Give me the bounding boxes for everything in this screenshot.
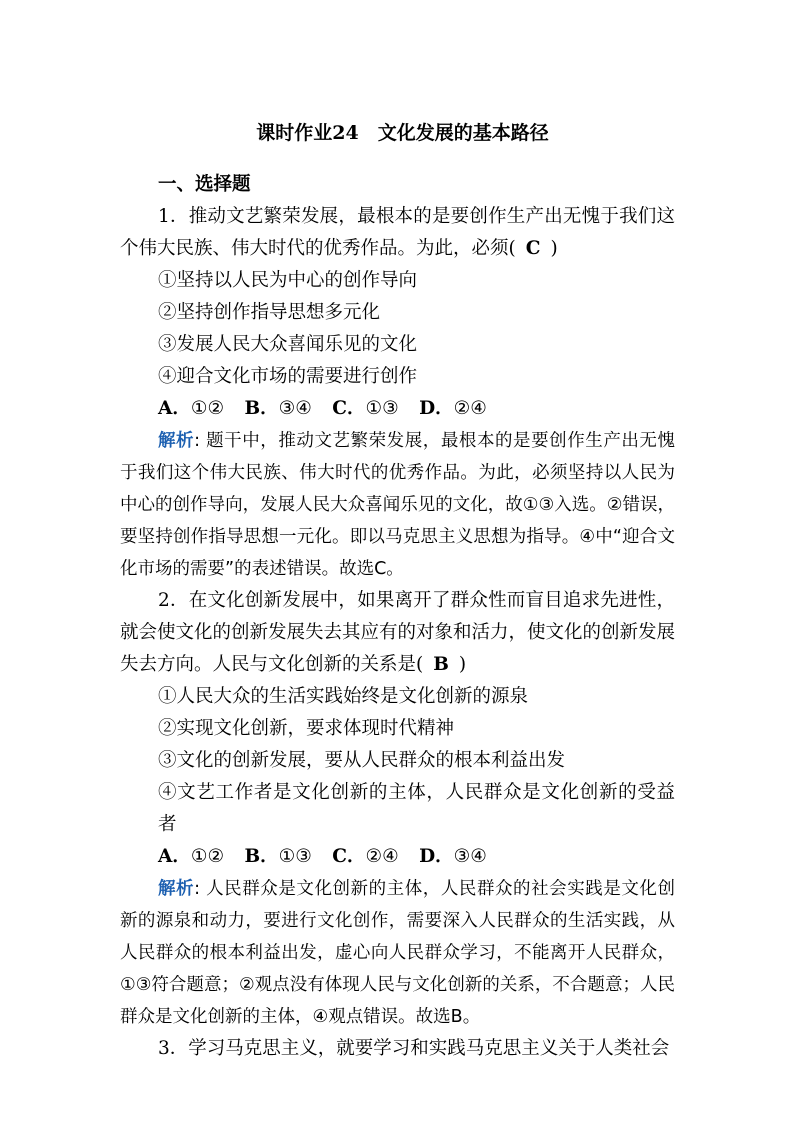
question-1-choice-a: A．①② [158, 398, 225, 419]
question-1-option-3: ③发展人民大众喜闻乐见的文化 [158, 334, 418, 355]
question-1-choice-c: C．①③ [332, 398, 399, 419]
question-2-choice-d: D．③④ [419, 846, 487, 867]
question-1-choice-b: B．③④ [244, 398, 312, 419]
question-2-analysis-label: 解析 [158, 879, 195, 899]
question-2-option-2: ②实现文化创新，要求体现时代精神 [158, 718, 455, 739]
question-2-analysis-text: : 人民群众是文化创新的主体，人民群众的社会实践是文化创新的源泉和动力，要进行文化创作，需要深入人民群众的生活实践，从人民群众的根本利益出发，虚心向人民群众学习，不能离开人民群众，①③符合题意；②观点没有体现人民与文化创新的关系，不合题意；人民群众是文化创新的主体，④观点错误。故选B。 [120, 879, 675, 1027]
question-2-choice-c: C．②④ [332, 846, 399, 867]
question-2-choice-a: A．①② [158, 846, 225, 867]
question-1-choices [120, 393, 675, 425]
question-1-stem-close: ) [550, 238, 558, 259]
page-title: 课时作业24 文化发展的基本路径 [256, 122, 549, 144]
question-3-stem: 3．学习马克思主义，就要学习和实践马克思主义关于人类社会 [158, 1038, 670, 1059]
question-1-option-1: ①坚持以人民为中心的创作导向 [158, 270, 418, 291]
question-1-analysis-label: 解析 [158, 431, 195, 451]
question-2-option-1: ①人民大众的生活实践始终是文化创新的源泉 [158, 686, 529, 707]
question-2-stem [120, 585, 675, 681]
question-1-stem [120, 201, 675, 265]
question-2-option-3: ③文化的创新发展，要从人民群众的根本利益出发 [158, 750, 566, 771]
question-2-stem-text: 2．在文化创新发展中，如果离开了群众性而盲目追求先进性，就会使文化的创新发展失去其应有的对象和活力，使文化的创新发展失去方向。人民与文化创新的关系是( [120, 590, 676, 675]
question-2-stem-close: ) [458, 654, 467, 675]
question-2-answer: B [433, 654, 449, 675]
question-2-choices [120, 841, 675, 873]
question-2-analysis [120, 873, 675, 1033]
question-1-option-4: ④迎合文化市场的需要进行创作 [158, 366, 418, 387]
question-2-option-4: ④文艺工作者是文化创新的主体，人民群众是文化创新的受益者 [158, 782, 675, 835]
document-page [120, 117, 675, 1065]
question-1-analysis [120, 425, 675, 585]
question-2-choice-b: B．①③ [244, 846, 312, 867]
question-1-stem-text: 1．推动文艺繁荣发展，最根本的是要创作生产出无愧于我们这个伟大民族、伟大时代的优秀作品。为此，必须( [120, 206, 675, 259]
section-heading: 一、选择题 [158, 174, 251, 195]
question-1-answer: C [525, 238, 541, 259]
question-1-analysis-text: : 题干中，推动文艺繁荣发展，最根本的是要创作生产出无愧于我们这个伟大民族、伟大时代的优秀作品。为此，必须坚持以人民为中心的创作导向，发展人民大众喜闻乐见的文化，故①③入选。②错误，要坚持创作指导思想一元化。即以马克思主义思想为指导。④中“迎合文化市场的需要”的表述错误。故选C。 [120, 431, 675, 579]
question-1-option-2: ②坚持创作指导思想多元化 [158, 302, 381, 323]
question-1-choice-d: D．②④ [419, 398, 487, 419]
